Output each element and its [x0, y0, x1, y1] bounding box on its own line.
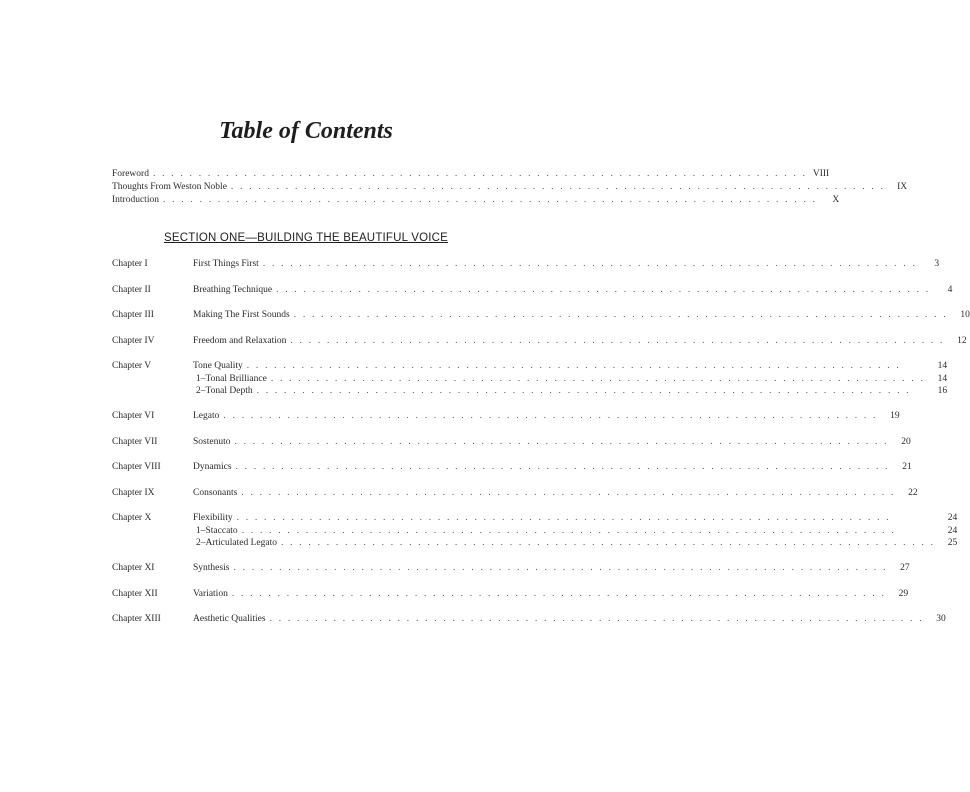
chapter-row	[112, 360, 948, 398]
chapter-row	[112, 436, 911, 449]
dot-leader	[233, 562, 887, 575]
toc-entry-label: Foreword	[112, 169, 149, 179]
toc-page-number: 4	[947, 284, 953, 295]
chapter-number: Chapter XI	[112, 563, 155, 573]
dot-leader	[270, 613, 924, 626]
toc-page-number: 25	[947, 538, 958, 548]
chapter-entries	[193, 588, 908, 601]
toc-subentry[interactable]	[193, 537, 957, 550]
toc-page-number: 27	[900, 563, 910, 573]
chapter-entries	[193, 562, 910, 575]
toc-entry-label: Sostenuto	[193, 436, 231, 447]
toc-page-number: 24	[947, 513, 958, 523]
chapter-row	[112, 588, 909, 601]
toc-entry-label: 2–Tonal Depth	[196, 386, 253, 396]
toc-entry[interactable]	[193, 258, 939, 271]
chapter-number: Chapter V	[112, 361, 152, 371]
chapter-row	[112, 284, 953, 297]
toc-entry[interactable]	[193, 461, 912, 474]
toc-entry-label: Dynamics	[193, 462, 232, 472]
toc-entry-label: 1–Tonal Brilliance	[196, 373, 267, 384]
chapter-number: Chapter VIII	[112, 462, 161, 472]
toc-entry[interactable]	[193, 613, 946, 626]
toc-page-number: 12	[957, 335, 967, 346]
dot-leader	[276, 284, 930, 297]
chapter-number: Chapter IX	[112, 487, 155, 498]
toc-entry-label: First Things First	[193, 259, 259, 269]
front-matter-list	[112, 169, 908, 208]
toc-entry[interactable]	[193, 588, 908, 601]
toc-page-number: 24	[947, 525, 958, 536]
toc-subentry[interactable]	[193, 525, 957, 538]
toc-entry-label: Consonants	[193, 487, 238, 498]
toc-entry[interactable]	[193, 284, 952, 297]
toc-entry-label: Making The First Sounds	[193, 310, 290, 320]
chapter-number: Chapter III	[112, 310, 154, 320]
section-heading: SECTION ONE—BUILDING THE BEAUTIFUL VOICE	[163, 232, 449, 244]
toc-subentry[interactable]	[193, 385, 947, 398]
chapter-entries	[193, 258, 939, 271]
toc-entry-label: Flexibility	[193, 513, 233, 523]
chapter-entries	[193, 613, 946, 626]
chapter-list	[112, 258, 970, 639]
toc-page-number: 22	[908, 487, 918, 498]
toc-subentry[interactable]	[193, 373, 947, 386]
dot-leader	[290, 335, 944, 348]
toc-page-number: 21	[902, 462, 912, 472]
chapter-entries	[193, 284, 952, 297]
toc-entry-label: Aesthetic Qualities	[193, 614, 266, 624]
chapter-number: Chapter II	[112, 284, 151, 295]
chapter-number: Chapter XII	[112, 588, 158, 599]
chapter-number: Chapter I	[112, 259, 148, 269]
chapter-row	[112, 309, 970, 322]
dot-leader	[241, 487, 895, 500]
toc-entry-introduction[interactable]	[112, 195, 840, 208]
chapter-row	[112, 461, 912, 474]
chapter-row	[112, 258, 940, 271]
toc-entry-label: Breathing Technique	[193, 284, 273, 295]
dot-leader	[237, 512, 936, 525]
toc-entry-label: Introduction	[112, 195, 159, 205]
toc-entry-label: Thoughts From Weston Noble	[112, 182, 227, 192]
toc-entry-label: Variation	[193, 588, 228, 599]
toc-page-number: 29	[898, 588, 909, 599]
toc-entry[interactable]	[193, 562, 910, 575]
dot-leader	[232, 588, 886, 601]
toc-entry[interactable]	[193, 512, 957, 525]
chapter-entries	[193, 309, 970, 322]
toc-page-number: IX	[897, 182, 908, 192]
toc-page-number: X	[832, 195, 840, 205]
page-title: Table of Contents	[219, 118, 393, 144]
toc-entry[interactable]	[193, 487, 918, 500]
toc-entry[interactable]	[193, 335, 967, 348]
chapter-entries	[193, 461, 912, 474]
toc-entry[interactable]	[193, 436, 911, 449]
toc-entry-label: 1–Staccato	[196, 525, 238, 536]
toc-entry[interactable]	[193, 309, 970, 322]
chapter-row	[112, 613, 946, 626]
chapter-number: Chapter IV	[112, 335, 155, 346]
chapter-entries	[193, 512, 957, 550]
chapter-number: Chapter VI	[112, 411, 155, 421]
toc-page-number: 14	[937, 361, 948, 371]
dot-leader	[281, 537, 935, 550]
dot-leader	[257, 385, 925, 398]
dot-leader	[236, 461, 890, 474]
toc-entry-thoughts[interactable]	[112, 182, 908, 195]
toc-page-number: 30	[936, 614, 946, 624]
toc-entry-label: 2–Articulated Legato	[196, 538, 277, 548]
dot-leader	[163, 195, 817, 205]
dot-leader	[294, 309, 948, 322]
toc-page-number: 10	[960, 310, 970, 320]
toc-page-number: VIII	[812, 169, 830, 179]
chapter-number: Chapter VII	[112, 436, 158, 447]
toc-entry-label: Freedom and Relaxation	[193, 335, 287, 346]
chapter-row	[112, 562, 910, 575]
dot-leader	[153, 169, 807, 179]
chapter-entries	[193, 436, 911, 449]
toc-entry-label: Synthesis	[193, 563, 230, 573]
dot-leader	[263, 258, 917, 271]
toc-entry-label: Tone Quality	[193, 361, 243, 371]
chapter-entries	[193, 487, 918, 500]
toc-page-number: 20	[901, 436, 911, 447]
toc-page-number: 16	[937, 386, 948, 396]
toc-page-number: 14	[937, 373, 948, 384]
chapter-entries	[193, 335, 967, 348]
chapter-number: Chapter X	[112, 513, 152, 523]
dot-leader	[271, 373, 925, 386]
chapter-entries	[193, 410, 900, 423]
dot-leader	[242, 525, 936, 538]
toc-entry[interactable]	[193, 360, 947, 373]
chapter-row	[112, 512, 958, 550]
chapter-row	[112, 335, 967, 348]
toc-entry-label: Legato	[193, 411, 220, 421]
toc-entry-foreword[interactable]	[112, 169, 830, 182]
dot-leader	[231, 182, 885, 192]
dot-leader	[247, 360, 925, 373]
chapter-entries	[193, 360, 947, 398]
toc-entry[interactable]	[193, 410, 900, 423]
toc-page-number: 19	[890, 411, 900, 421]
dot-leader	[234, 436, 888, 449]
dot-leader	[223, 410, 877, 423]
chapter-number: Chapter XIII	[112, 614, 161, 624]
chapter-row	[112, 487, 918, 500]
toc-page-number: 3	[934, 259, 940, 269]
chapter-row	[112, 410, 900, 423]
